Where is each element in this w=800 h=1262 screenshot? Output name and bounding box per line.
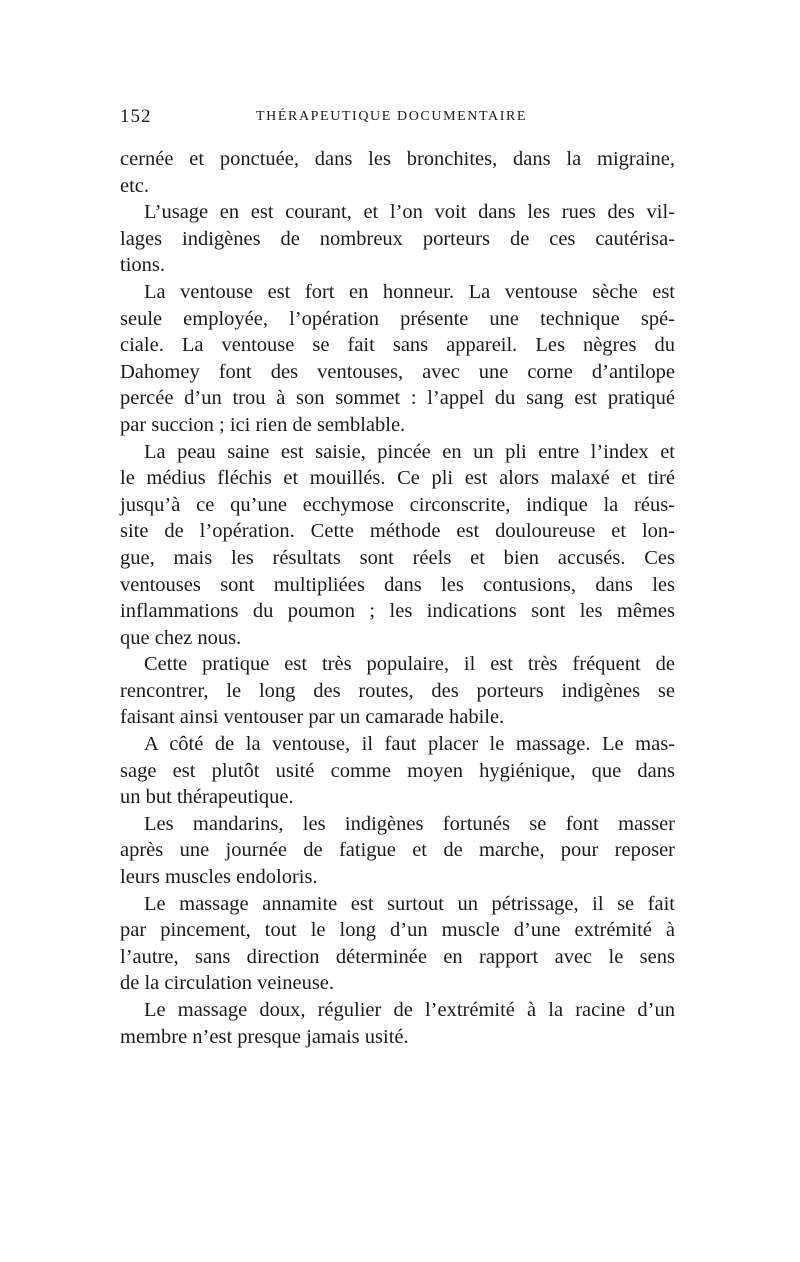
text-line: rencontrer, le long des routes, des porteurs indigènes se xyxy=(120,679,675,702)
text-line: ventouses sont multipliées dans les contusions, dans les xyxy=(120,573,675,596)
text-line: jusqu’à ce qu’une ecchymose circonscrite, indique la réus- xyxy=(120,493,675,516)
text-line: par succion ; ici rien de semblable. xyxy=(120,413,406,436)
text-line: etc. xyxy=(120,174,150,197)
paragraph xyxy=(120,891,675,997)
text-line: cernée et ponctuée, dans les bronchites, dans la migraine, xyxy=(120,148,675,170)
text-line: Cette pratique est très populaire, il est très fréquent de xyxy=(144,653,675,676)
paragraph xyxy=(120,997,675,1050)
page-header xyxy=(120,106,675,136)
page-number: 152 xyxy=(120,106,152,127)
text-line: La ventouse est fort en honneur. La ventouse sèche est xyxy=(144,280,675,303)
paragraph xyxy=(120,199,675,279)
paragraph xyxy=(120,811,675,891)
text-line: Dahomey font des ventouses, avec une corne d’antilope xyxy=(120,360,675,383)
text-line: A côté de la ventouse, il faut placer le massage. Le mas- xyxy=(144,733,675,756)
text-line: leurs muscles endoloris. xyxy=(120,866,318,889)
text-line: Les mandarins, les indigènes fortunés se font masser xyxy=(144,812,675,835)
text-line: site de l’opération. Cette méthode est douloureuse et lon- xyxy=(120,520,675,543)
text-line: que chez nous. xyxy=(120,626,242,649)
text-line: faisant ainsi ventouser par un camarade habile. xyxy=(120,706,505,729)
running-title: THÉRAPEUTIQUE DOCUMENTAIRE xyxy=(256,109,528,124)
text-line: Le massage annamite est surtout un pétrissage, il se fait xyxy=(144,892,675,915)
text-line: percée d’un trou à son sommet : l’appel du sang est pratiqué xyxy=(120,387,675,410)
text-line: La peau saine est saisie, pincée en un pli entre l’index et xyxy=(144,440,675,463)
paragraph xyxy=(120,651,675,731)
text-line: gue, mais les résultats sont réels et bien accusés. Ces xyxy=(120,546,675,569)
text-line: Le massage doux, régulier de l’extrémité à la racine d’un xyxy=(144,999,675,1021)
paragraph xyxy=(120,279,675,439)
text-line: après une journée de fatigue et de marche, pour reposer xyxy=(120,839,675,862)
text-line: sage est plutôt usité comme moyen hygiénique, que dans xyxy=(120,759,675,782)
text-line: un but thérapeutique. xyxy=(120,786,294,809)
text-line: inflammations du poumon ; les indications sont les mêmes xyxy=(120,600,675,623)
paragraph xyxy=(120,439,675,652)
text-line: tions. xyxy=(120,254,165,277)
text-line: le médius fléchis et mouillés. Ce pli est alors malaxé et tiré xyxy=(120,467,675,490)
text-line: lages indigènes de nombreux porteurs de ces cautérisa- xyxy=(120,227,675,250)
text-line: L’usage en est courant, et l’on voit dans les rues des vil- xyxy=(144,201,675,224)
text-line: l’autre, sans direction déterminée en rapport avec le sens xyxy=(120,945,675,968)
body-text xyxy=(120,146,675,1050)
text-line: membre n’est presque jamais usité. xyxy=(120,1025,409,1048)
text-line: de la circulation veineuse. xyxy=(120,972,335,995)
text-line: seule employée, l’opération présente une technique spé- xyxy=(120,307,675,330)
paragraph xyxy=(120,731,675,811)
text-line: ciale. La ventouse se fait sans appareil. Les nègres du xyxy=(120,334,675,357)
text-line: par pincement, tout le long d’un muscle d’une extrémité à xyxy=(120,919,675,942)
paragraph xyxy=(120,146,675,199)
